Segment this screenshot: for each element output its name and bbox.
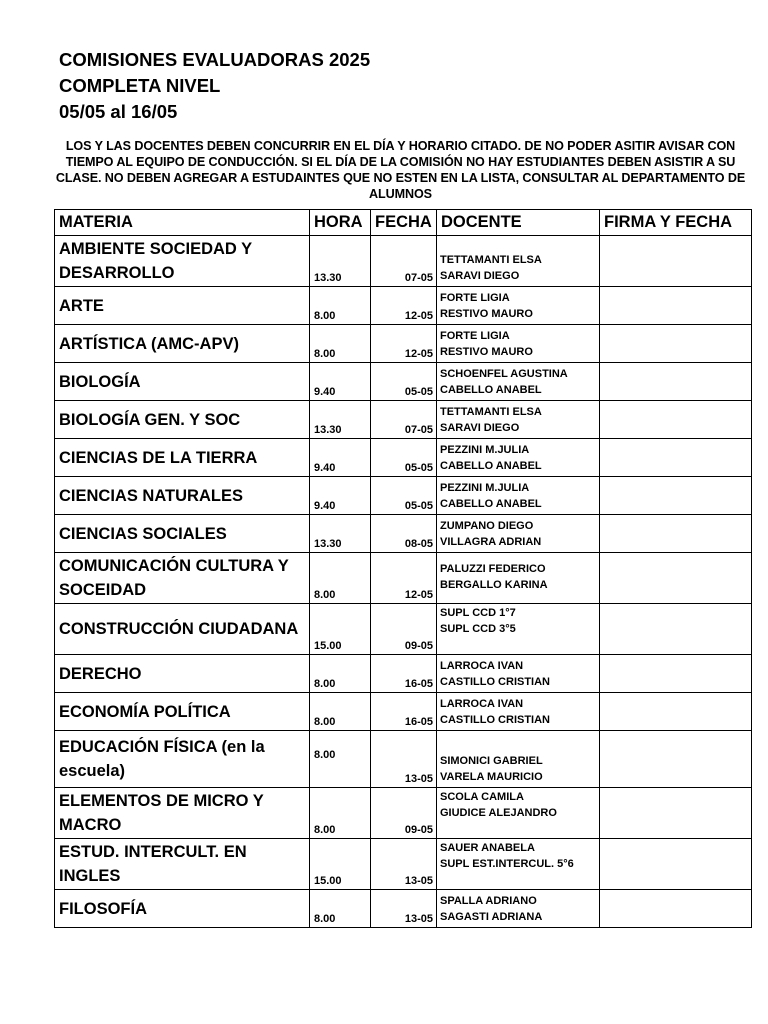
hora-cell: 8.00 bbox=[310, 655, 371, 693]
table-row bbox=[55, 477, 752, 515]
docente-name: SPALLA ADRIANO bbox=[440, 895, 537, 907]
table-row bbox=[55, 693, 752, 731]
hora-cell: 9.40 bbox=[310, 477, 371, 515]
fecha-cell: 05-05 bbox=[371, 477, 437, 515]
hora-cell: 9.40 bbox=[310, 363, 371, 401]
docente-cell bbox=[437, 655, 600, 693]
table-header-row bbox=[55, 210, 752, 236]
docente-cell bbox=[437, 553, 600, 604]
docente-cell bbox=[437, 788, 600, 839]
firma-cell[interactable] bbox=[600, 604, 752, 655]
materia-cell: CIENCIAS SOCIALES bbox=[55, 515, 310, 553]
table-row bbox=[55, 439, 752, 477]
docente-name: TETTAMANTI ELSA bbox=[440, 254, 542, 266]
materia-cell: DERECHO bbox=[55, 655, 310, 693]
fecha-cell: 05-05 bbox=[371, 439, 437, 477]
hora-cell: 13.30 bbox=[310, 236, 371, 287]
table-row bbox=[55, 839, 752, 890]
docente-name: SCHOENFEL AGUSTINA bbox=[440, 368, 568, 380]
docente-name: ZUMPANO DIEGO bbox=[440, 520, 534, 532]
docente-name: SUPL EST.INTERCUL. 5°6 bbox=[440, 858, 574, 870]
fecha-cell: 07-05 bbox=[371, 236, 437, 287]
docente-name: RESTIVO MAURO bbox=[440, 346, 533, 358]
commissions-table bbox=[54, 209, 752, 928]
docente-cell bbox=[437, 604, 600, 655]
table-row bbox=[55, 287, 752, 325]
materia-cell: ELEMENTOS DE MICRO Y MACRO bbox=[55, 788, 310, 839]
hora-cell: 8.00 bbox=[310, 693, 371, 731]
firma-cell[interactable] bbox=[600, 325, 752, 363]
header-title: COMISIONES EVALUADORAS 2025 bbox=[59, 49, 371, 70]
fecha-cell: 09-05 bbox=[371, 788, 437, 839]
docente-name: CABELLO ANABEL bbox=[440, 460, 542, 472]
hora-cell: 13.30 bbox=[310, 515, 371, 553]
firma-cell[interactable] bbox=[600, 788, 752, 839]
firma-cell[interactable] bbox=[600, 439, 752, 477]
docente-name: CASTILLO CRISTIAN bbox=[440, 714, 550, 726]
docente-cell bbox=[437, 515, 600, 553]
table-row bbox=[55, 604, 752, 655]
materia-cell: ESTUD. INTERCULT. EN INGLES bbox=[55, 839, 310, 890]
table-row bbox=[55, 553, 752, 604]
docente-cell bbox=[437, 839, 600, 890]
firma-cell[interactable] bbox=[600, 731, 752, 788]
docente-name: CABELLO ANABEL bbox=[440, 384, 542, 396]
fecha-cell: 13-05 bbox=[371, 890, 437, 928]
table-row bbox=[55, 731, 752, 788]
firma-cell[interactable] bbox=[600, 515, 752, 553]
docente-name: SCOLA CAMILA bbox=[440, 791, 524, 803]
table-row bbox=[55, 890, 752, 928]
firma-cell[interactable] bbox=[600, 236, 752, 287]
docente-name: SUPL CCD 3°5 bbox=[440, 623, 516, 635]
firma-cell[interactable] bbox=[600, 890, 752, 928]
firma-cell[interactable] bbox=[600, 287, 752, 325]
docente-name: GIUDICE ALEJANDRO bbox=[440, 807, 557, 819]
docente-name: BERGALLO KARINA bbox=[440, 579, 548, 591]
table-row bbox=[55, 325, 752, 363]
table-row bbox=[55, 236, 752, 287]
docente-name: PEZZINI M.JULIA bbox=[440, 444, 530, 456]
hora-cell: 8.00 bbox=[310, 890, 371, 928]
fecha-cell: 13-05 bbox=[371, 731, 437, 788]
docente-name: SIMONICI GABRIEL bbox=[440, 755, 543, 767]
docente-name: CASTILLO CRISTIAN bbox=[440, 676, 550, 688]
docente-name: SARAVI DIEGO bbox=[440, 422, 520, 434]
header-subtitle: COMPLETA NIVEL bbox=[59, 75, 221, 96]
fecha-cell: 09-05 bbox=[371, 604, 437, 655]
docente-name: RESTIVO MAURO bbox=[440, 308, 533, 320]
docente-name: VARELA MAURICIO bbox=[440, 771, 543, 783]
docente-name: LARROCA IVAN bbox=[440, 698, 524, 710]
materia-cell: BIOLOGÍA GEN. Y SOC bbox=[55, 401, 310, 439]
fecha-cell: 12-05 bbox=[371, 553, 437, 604]
docente-cell bbox=[437, 439, 600, 477]
docente-name: TETTAMANTI ELSA bbox=[440, 406, 542, 418]
fecha-cell: 07-05 bbox=[371, 401, 437, 439]
hora-cell: 8.00 bbox=[310, 325, 371, 363]
docente-cell bbox=[437, 325, 600, 363]
column-header-hora: HORA bbox=[310, 210, 371, 236]
materia-cell: CIENCIAS DE LA TIERRA bbox=[55, 439, 310, 477]
firma-cell[interactable] bbox=[600, 655, 752, 693]
docente-cell bbox=[437, 890, 600, 928]
hora-cell: 9.40 bbox=[310, 439, 371, 477]
firma-cell[interactable] bbox=[600, 477, 752, 515]
hora-cell: 8.00 bbox=[310, 287, 371, 325]
header-date-range: 05/05 al 16/05 bbox=[59, 101, 178, 122]
docente-cell bbox=[437, 401, 600, 439]
hora-cell: 15.00 bbox=[310, 839, 371, 890]
hora-cell: 8.00 bbox=[310, 788, 371, 839]
table-row bbox=[55, 788, 752, 839]
fecha-cell: 16-05 bbox=[371, 693, 437, 731]
docente-name: SUPL CCD 1°7 bbox=[440, 607, 516, 619]
firma-cell[interactable] bbox=[600, 553, 752, 604]
materia-cell: CONSTRUCCIÓN CIUDADANA bbox=[55, 604, 310, 655]
docente-name: FORTE LIGIA bbox=[440, 292, 510, 304]
docente-name: SARAVI DIEGO bbox=[440, 270, 520, 282]
column-header-firma: FIRMA Y FECHA bbox=[600, 210, 752, 236]
docente-cell bbox=[437, 477, 600, 515]
materia-cell: COMUNICACIÓN CULTURA Y SOCEIDAD bbox=[55, 553, 310, 604]
notice-text: LOS Y LAS DOCENTES DEBEN CONCURRIR EN EL DÍA Y HORARIO CITADO. DE NO PODER ASITIR AVISAR CON TIEMPO AL EQUIPO DE CONDUCCIÓN. SI EL DÍA DE LA COMISIÓN NO HAY ESTUDIANTES DEBEN ASISTIR A SU CLASE. NO DEBEN AGREGAR A ESTUDAINTES QUE NO ESTEN EN LA LISTA, CONSULTAR AL DEPARTAMENTO DE ALUMNOS bbox=[55, 139, 746, 201]
docente-name: LARROCA IVAN bbox=[440, 660, 524, 672]
fecha-cell: 12-05 bbox=[371, 325, 437, 363]
firma-cell[interactable] bbox=[600, 839, 752, 890]
docente-cell bbox=[437, 287, 600, 325]
docente-cell bbox=[437, 363, 600, 401]
fecha-cell: 12-05 bbox=[371, 287, 437, 325]
fecha-cell: 08-05 bbox=[371, 515, 437, 553]
column-header-docente: DOCENTE bbox=[437, 210, 600, 236]
hora-cell: 8.00 bbox=[310, 731, 371, 788]
hora-cell: 15.00 bbox=[310, 604, 371, 655]
table-row bbox=[55, 655, 752, 693]
docente-cell bbox=[437, 693, 600, 731]
docente-cell bbox=[437, 731, 600, 788]
docente-name: PEZZINI M.JULIA bbox=[440, 482, 530, 494]
materia-cell: BIOLOGÍA bbox=[55, 363, 310, 401]
firma-cell[interactable] bbox=[600, 693, 752, 731]
materia-cell: CIENCIAS NATURALES bbox=[55, 477, 310, 515]
column-header-fecha: FECHA bbox=[371, 210, 437, 236]
docente-name: SAUER ANABELA bbox=[440, 842, 535, 854]
table-row bbox=[55, 363, 752, 401]
hora-cell: 13.30 bbox=[310, 401, 371, 439]
fecha-cell: 16-05 bbox=[371, 655, 437, 693]
table-row bbox=[55, 515, 752, 553]
hora-cell: 8.00 bbox=[310, 553, 371, 604]
materia-cell: ARTÍSTICA (AMC-APV) bbox=[55, 325, 310, 363]
fecha-cell: 05-05 bbox=[371, 363, 437, 401]
fecha-cell: 13-05 bbox=[371, 839, 437, 890]
docente-name: VILLAGRA ADRIAN bbox=[440, 536, 542, 548]
docente-name: PALUZZI FEDERICO bbox=[440, 563, 546, 575]
firma-cell[interactable] bbox=[600, 401, 752, 439]
firma-cell[interactable] bbox=[600, 363, 752, 401]
docente-name: SAGASTI ADRIANA bbox=[440, 911, 543, 923]
column-header-materia: MATERIA bbox=[55, 210, 310, 236]
docente-name: CABELLO ANABEL bbox=[440, 498, 542, 510]
materia-cell: ARTE bbox=[55, 287, 310, 325]
docente-name: FORTE LIGIA bbox=[440, 330, 510, 342]
table-row bbox=[55, 401, 752, 439]
docente-cell bbox=[437, 236, 600, 287]
materia-cell: FILOSOFÍA bbox=[55, 890, 310, 928]
materia-cell: AMBIENTE SOCIEDAD Y DESARROLLO bbox=[55, 236, 310, 287]
document-header bbox=[59, 47, 370, 125]
materia-cell: ECONOMÍA POLÍTICA bbox=[55, 693, 310, 731]
materia-cell: EDUCACIÓN FÍSICA (en la escuela) bbox=[55, 731, 310, 788]
